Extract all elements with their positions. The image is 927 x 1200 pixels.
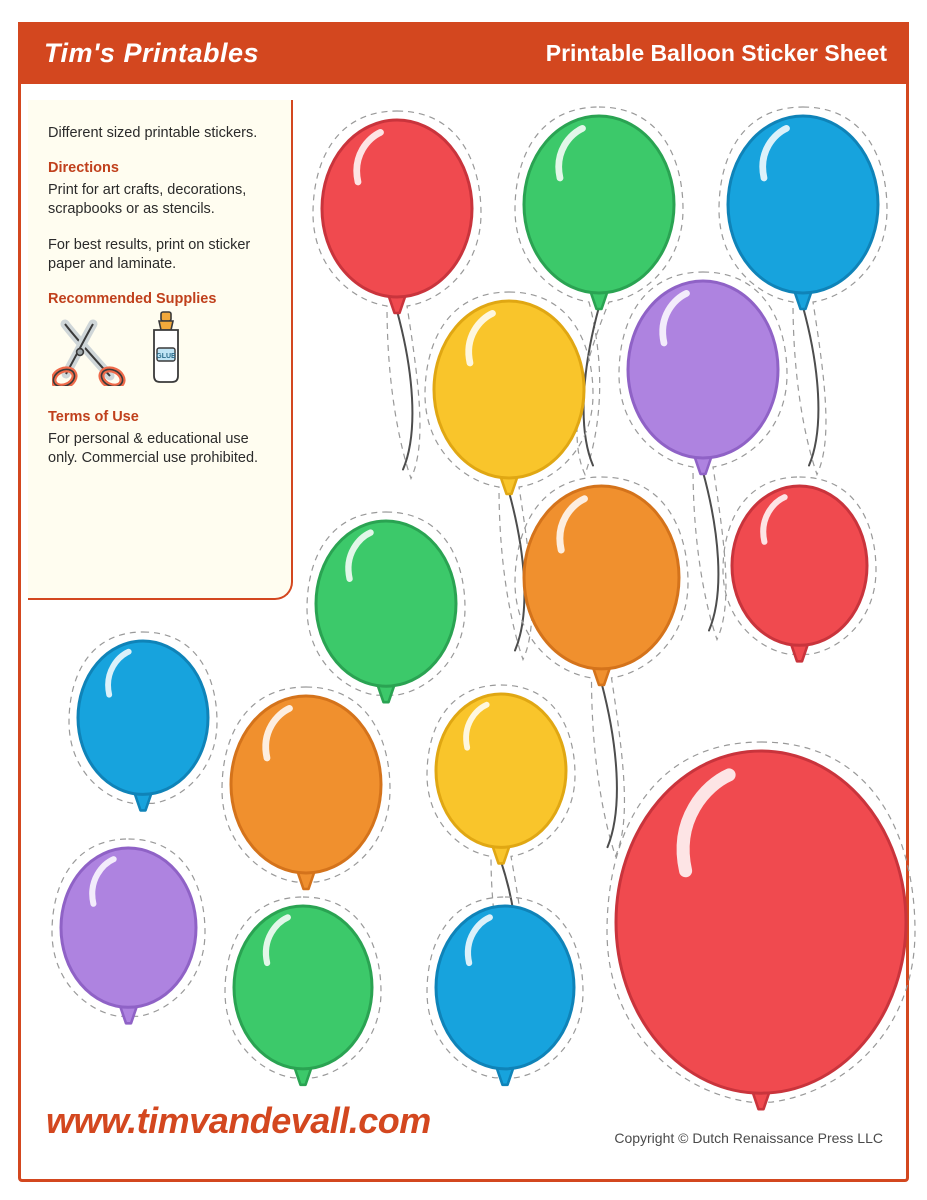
- page-title: Printable Balloon Sticker Sheet: [545, 39, 887, 66]
- directions-heading: Directions: [48, 159, 119, 176]
- balloon-body[interactable]: [234, 906, 372, 1069]
- balloon-body[interactable]: [78, 641, 208, 794]
- balloon-blue-2[interactable]: [62, 625, 224, 824]
- balloon-body[interactable]: [316, 521, 456, 686]
- balloon-body[interactable]: [322, 120, 472, 297]
- balloon-body[interactable]: [231, 696, 381, 873]
- balloon-body[interactable]: [434, 301, 584, 478]
- balloon-red-3[interactable]: [600, 735, 922, 1123]
- balloon-green-3[interactable]: [218, 890, 388, 1099]
- supplies-list: [52, 313, 269, 391]
- brand-logo: Tim's Printables: [44, 37, 259, 68]
- directions-text: Print for art crafts, decorations, scrapbooks or as stencils.: [48, 181, 247, 218]
- balloon-body[interactable]: [436, 694, 566, 847]
- supplies-heading: Recommended Supplies: [48, 290, 217, 307]
- balloon-red-2[interactable]: [716, 470, 883, 675]
- balloon-body[interactable]: [616, 751, 906, 1093]
- scissors-icon: [52, 314, 126, 391]
- balloon-purple-2[interactable]: [45, 832, 212, 1037]
- intro-text: Different sized printable stickers.: [48, 125, 258, 141]
- terms-heading: Terms of Use: [48, 408, 139, 425]
- page-header: [18, 22, 909, 84]
- footer-website-url: www.timvandevall.com: [46, 1100, 431, 1141]
- footer-copyright: Copyright © Dutch Renaissance Press LLC: [614, 1130, 883, 1146]
- balloon-body[interactable]: [436, 906, 574, 1069]
- balloon-body[interactable]: [628, 281, 778, 458]
- info-panel: [28, 100, 293, 600]
- terms-text: For personal & educational use only. Commercial use prohibited.: [48, 430, 259, 467]
- balloon-body[interactable]: [61, 848, 196, 1007]
- balloon-blue-3[interactable]: [420, 890, 590, 1099]
- balloon-string: [803, 307, 818, 466]
- balloon-orange-2[interactable]: [215, 680, 397, 903]
- balloon-body[interactable]: [524, 486, 679, 669]
- balloon-string: [397, 311, 412, 470]
- glue-label: GLUE: [156, 352, 176, 360]
- directions-note: For best results, print on sticker paper and laminate.: [48, 236, 251, 273]
- glue-bottle-icon: [144, 310, 188, 391]
- balloon-body[interactable]: [732, 486, 867, 645]
